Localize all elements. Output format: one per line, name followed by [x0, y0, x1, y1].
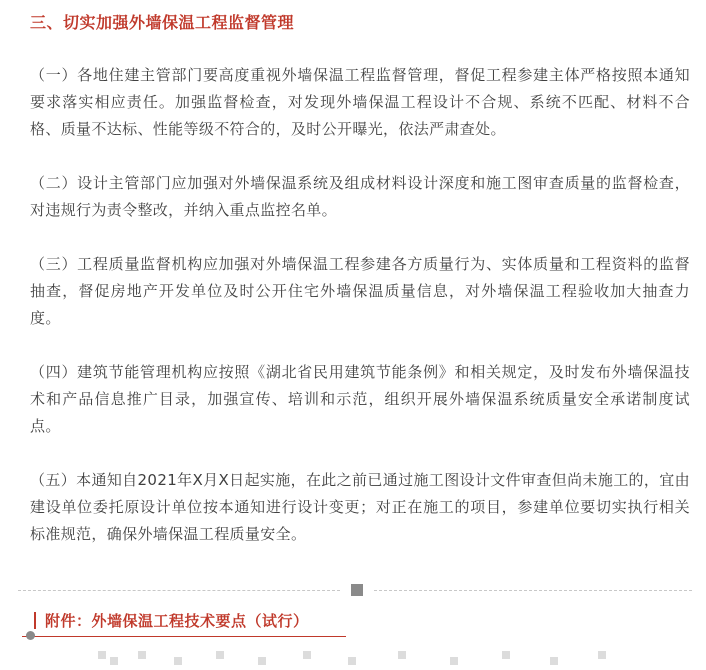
- paragraph-1: （一）各地住建主管部门要高度重视外墙保温工程监督管理，督促工程参建主体严格按照本通知要求落实相应责任。加强监督检查，对发现外墙保温工程设计不合规、系统不匹配、材料不合格、质量不达标、性能等级不符合的，及时公开曝光，依法严肃查处。: [30, 66, 690, 138]
- pixel-block: [258, 657, 266, 665]
- divider-left-line: [18, 590, 340, 591]
- pixel-block: [216, 651, 224, 659]
- appendix-accent-bar: [34, 612, 36, 629]
- divider-right-line: [374, 590, 692, 591]
- appendix-underline: [22, 636, 346, 637]
- pixel-block: [550, 657, 558, 665]
- decorative-pixel-strip: [98, 651, 618, 667]
- pixel-block: [348, 657, 356, 665]
- appendix-dot-icon: [26, 631, 35, 640]
- pixel-block: [98, 651, 106, 659]
- paragraph-3: （三）工程质量监督机构应加强对外墙保温工程参建各方质量行为、实体质量和工程资料的监督抽查，督促房地产开发单位及时公开住宅外墙保温质量信息，对外墙保温工程验收加大抽查力度。: [30, 255, 690, 327]
- appendix-title[interactable]: 附件：外墙保温工程技术要点（试行）: [45, 612, 309, 630]
- pixel-block: [450, 657, 458, 665]
- divider-square-icon: [351, 584, 363, 596]
- pixel-block: [110, 657, 118, 665]
- section-heading: 三、切实加强外墙保温工程监督管理: [30, 13, 295, 32]
- pixel-block: [398, 651, 406, 659]
- pixel-block: [174, 657, 182, 665]
- pixel-block: [598, 651, 606, 659]
- pixel-block: [303, 651, 311, 659]
- pixel-block: [502, 651, 510, 659]
- pixel-block: [138, 651, 146, 659]
- paragraph-2: （二）设计主管部门应加强对外墙保温系统及组成材料设计深度和施工图审查质量的监督检查，对违规行为责令整改，并纳入重点监控名单。: [30, 174, 690, 219]
- paragraph-4: （四）建筑节能管理机构应按照《湖北省民用建筑节能条例》和相关规定，及时发布外墙保温技术和产品信息推广目录，加强宣传、培训和示范，组织开展外墙保温系统质量安全承诺制度试点。: [30, 363, 690, 435]
- paragraph-5: （五）本通知自2021年X月X日起实施，在此之前已通过施工图设计文件审查但尚未施工的，宜由建设单位委托原设计单位按本通知进行设计变更；对正在施工的项目，参建单位要切实执行相关标准规范，确保外墙保温工程质量安全。: [30, 471, 690, 543]
